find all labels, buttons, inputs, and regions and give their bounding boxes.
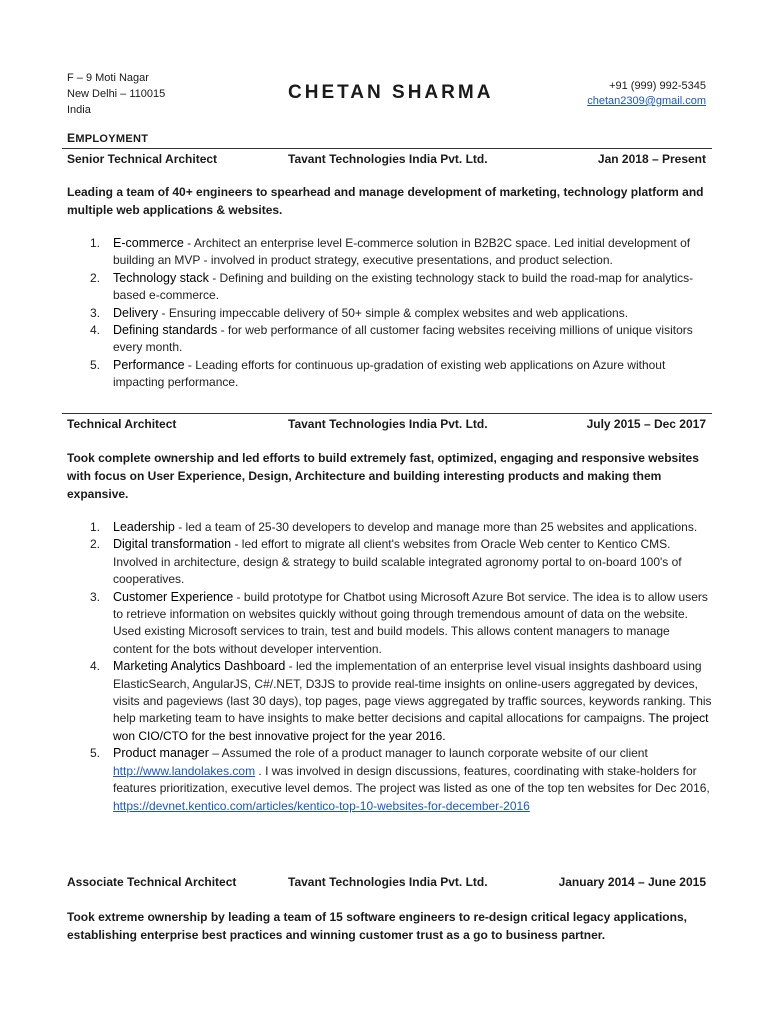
section-title-rest: MPLOYMENT [75, 133, 149, 145]
list-item [82, 305, 712, 322]
job-company: Tavant Technologies India Pvt. Ltd. [288, 417, 488, 431]
list-number: 4. [90, 659, 101, 674]
item-desc: - led the implementation of an enterprise level visual insights dashboard using ElasticSearch, AngularJS, C#/.NET, D3JS to provide real-time insights on online-users aggregated by devices, visits and pageviews (last 30 days), top pages, page views aggregated by traffic sources, keywords ranking. This help marketing team to have insights to make better decisions and capital allocations for campaigns. [113, 659, 712, 726]
job-dates: July 2015 – Dec 2017 [586, 417, 706, 431]
item-desc: - Ensuring impeccable delivery of 50+ simple & complex websites and web applications. [158, 305, 629, 320]
job-responsibilities [82, 519, 712, 815]
job-dates: Jan 2018 – Present [597, 152, 706, 166]
list-number: 4. [90, 323, 101, 338]
list-number: 5. [90, 357, 101, 372]
list-item [82, 322, 712, 357]
item-desc: - build prototype for Chatbot using Microsoft Azure Bot service. The idea is to allow users to retrieve information on websites quickly without going through tremendous amount of data on the website. Used existing Microsoft services to train, test and build models. This allows content managers to manage content for the bots without developer intervention. [113, 589, 708, 656]
award-note: The project won CIO/CTO for the best innovative project for the year 2016. [113, 711, 709, 743]
item-desc-continued: . I was involved in design discussions, features, coordinating with stake-holders for features prioritization, executive level demos. The project was listed as one of the top ten websites for Dec 2016, [113, 763, 710, 796]
job-responsibilities [82, 235, 712, 392]
job-title: Technical Architect [67, 417, 177, 431]
item-desc: - Leading efforts for continuous up-gradation of existing web applications on Azure without impacting performance. [113, 357, 666, 390]
list-item [82, 270, 712, 305]
item-label: Customer Experience [113, 589, 234, 604]
item-label: Technology stack [113, 270, 209, 285]
item-desc: - led effort to migrate all client's websites from Oracle Web center to Kentico CMS. Involved in architecture, design & strategy to build scalable integrated agronomy portal to on-board 100's of cooperatives. [113, 537, 682, 587]
item-desc: - for web performance of all customer facing websites receiving millions of unique visitors every month. [113, 323, 693, 355]
item-label: Leadership [113, 520, 175, 534]
job-summary: Leading a team of 40+ engineers to spearhead and manage development of marketing, technology platform and multiple web applications & websites. [67, 185, 704, 217]
list-number: 1. [90, 236, 101, 250]
list-item [82, 357, 712, 392]
job-summary: Took complete ownership and led efforts to build extremely fast, optimized, engaging and responsive websites with focus on User Experience, Design, Architecture and building interesting products and making them expansive. [67, 451, 699, 501]
job-title: Associate Technical Architect [67, 875, 237, 889]
item-desc: - led a team of 25-30 developers to develop and manage more than 25 websites and applications. [174, 520, 698, 534]
item-desc: - Defining and building on the existing technology stack to build the road-map for analytics-based e-commerce. [113, 270, 694, 303]
list-number: 3. [90, 305, 101, 320]
item-desc: - Architect an enterprise level E-commerce solution in B2B2C space. Led initial development of building an MVP - involved in product strategy, executive presentations, and product selection. [113, 236, 691, 268]
address-line: India [67, 104, 91, 116]
list-number: 5. [90, 746, 101, 761]
item-label: Defining standards [113, 323, 218, 338]
address-block [67, 70, 165, 118]
job-title: Senior Technical Architect [67, 152, 218, 166]
contact-block [587, 79, 706, 109]
candidate-name: CHETAN SHARMA [288, 82, 494, 103]
list-item [82, 658, 712, 745]
item-label: Delivery [113, 305, 159, 320]
job-dates: January 2014 – June 2015 [558, 875, 706, 889]
section-title-employment [67, 131, 148, 145]
job-header [62, 148, 712, 167]
job-company: Tavant Technologies India Pvt. Ltd. [288, 875, 488, 889]
list-number: 1. [90, 520, 101, 534]
list-number: 3. [90, 589, 101, 604]
address-line: F – 9 Moti Nagar [67, 72, 149, 84]
item-label: Marketing Analytics Dashboard [113, 659, 286, 674]
kentico-article-link[interactable]: https://devnet.kentico.com/articles/kentico-top-10-websites-for-december-2016 [113, 798, 530, 813]
address-line: New Delhi – 110015 [67, 88, 166, 100]
item-label: E-commerce [113, 236, 184, 250]
item-label: Digital transformation [113, 537, 232, 552]
list-item [82, 519, 712, 536]
item-label: Product manager [113, 746, 209, 761]
list-item [82, 536, 712, 588]
section-title-initial: E [67, 131, 76, 145]
email-link[interactable]: chetan2309@gmail.com [587, 95, 706, 107]
list-item [82, 589, 712, 659]
item-desc: – Assumed the role of a product manager to launch corporate website of our client [208, 746, 648, 761]
list-number: 2. [90, 537, 101, 552]
list-item [82, 235, 712, 270]
item-label: Performance [113, 357, 185, 372]
list-number: 2. [90, 270, 101, 285]
list-item [82, 745, 712, 815]
job-header [62, 872, 712, 890]
phone-number: +91 (999) 992-5345 [609, 80, 706, 92]
job-header [62, 413, 712, 432]
job-summary: Took extreme ownership by leading a team of 15 software engineers to re-design critical legacy applications, establishing enterprise best practices and winning customer trust as a go to business partner. [67, 910, 687, 942]
landolakes-link[interactable]: http://www.landolakes.com [113, 763, 256, 778]
job-company: Tavant Technologies India Pvt. Ltd. [288, 152, 488, 166]
